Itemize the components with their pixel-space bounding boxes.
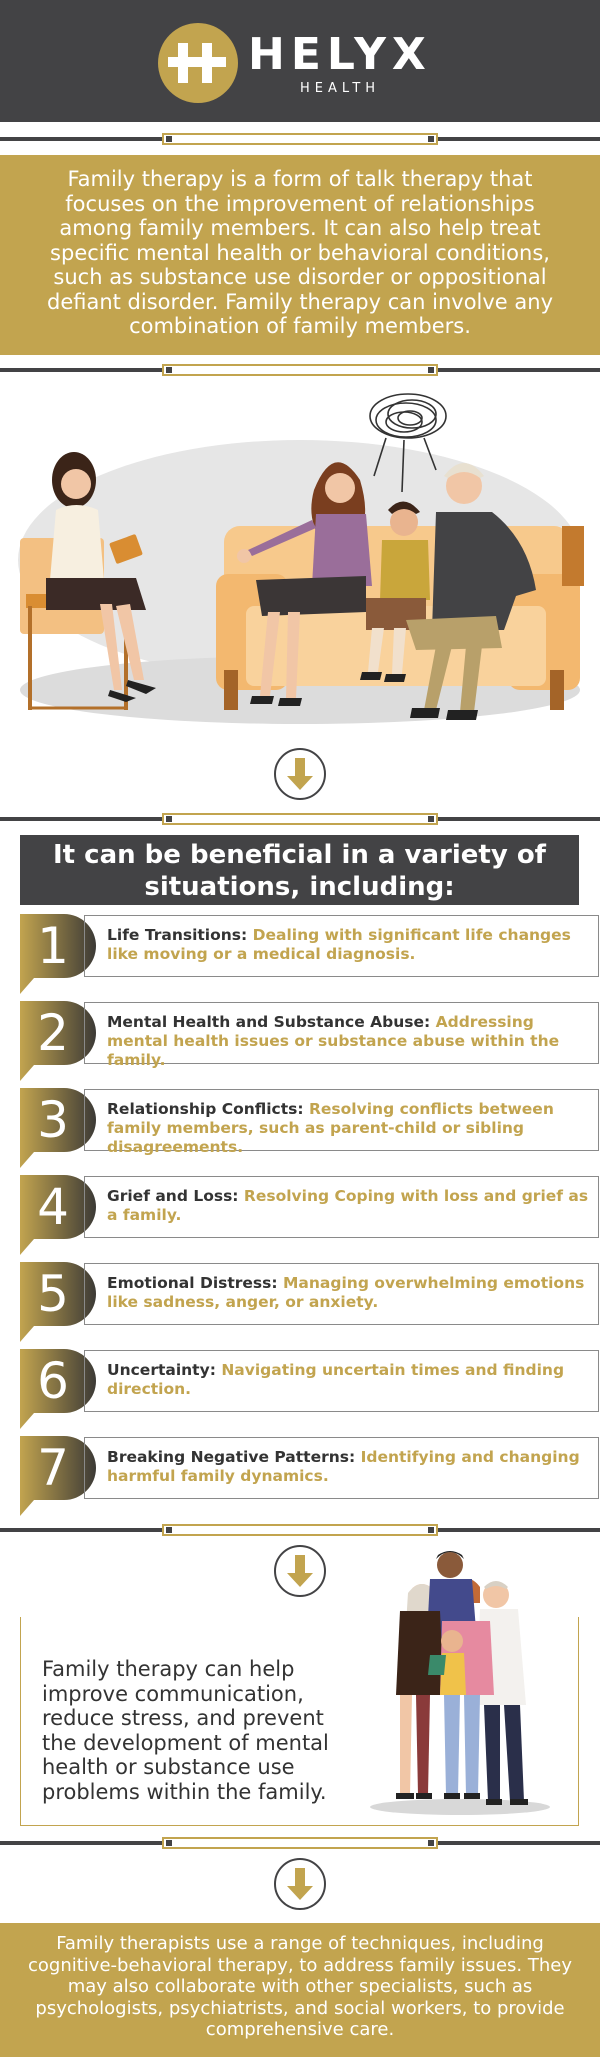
item-number: 3 xyxy=(37,1091,69,1149)
item-label: Uncertainty: xyxy=(107,1361,216,1379)
benefit-item xyxy=(20,1436,580,1516)
benefit-item xyxy=(20,1349,580,1429)
item-number: 6 xyxy=(37,1352,69,1410)
item-box xyxy=(84,1089,599,1156)
item-description: Identifying and changing harmful family dynamics. xyxy=(107,1448,580,1485)
benefit-item xyxy=(20,1175,589,1255)
divider xyxy=(0,128,600,150)
item-description: Resolving Coping with loss and grief as a family. xyxy=(107,1187,589,1224)
item-number: 7 xyxy=(37,1439,69,1497)
divider xyxy=(0,359,600,381)
intro-text: Family therapy is a form of talk therapy that focuses on the improvement of relationships among family members. It can also help treat specific mental health or behavioral conditions, such as substance use disorder or oppositional defiant disorder. Family therapy can involve any combination of family members. xyxy=(46,167,554,338)
down-arrow-icon xyxy=(274,748,326,800)
item-box xyxy=(84,1263,599,1325)
item-box xyxy=(84,1176,599,1238)
divider xyxy=(0,1519,600,1541)
down-arrow-icon xyxy=(274,1858,326,1910)
item-box xyxy=(84,915,599,977)
item-number: 4 xyxy=(37,1178,69,1236)
footer-panel xyxy=(0,1923,600,2057)
intro-panel xyxy=(0,155,600,355)
item-description: Addressing mental health issues or substance abuse within the family. xyxy=(107,1013,560,1069)
benefit-item xyxy=(20,1001,580,1081)
item-description: Managing overwhelming emotions like sadness, anger, or anxiety. xyxy=(107,1274,585,1311)
item-box xyxy=(84,1350,599,1412)
item-number: 1 xyxy=(37,917,69,975)
item-number: 2 xyxy=(37,1004,69,1062)
item-description: Dealing with significant life changes like moving or a medical diagnosis. xyxy=(107,926,571,963)
item-label: Relationship Conflicts: xyxy=(107,1100,304,1118)
item-number: 5 xyxy=(37,1265,69,1323)
item-description: Navigating uncertain times and finding direction. xyxy=(107,1361,565,1398)
item-label: Life Transitions: xyxy=(107,926,248,944)
item-label: Emotional Distress: xyxy=(107,1274,278,1292)
item-box xyxy=(84,1002,599,1069)
family-hug-illustration xyxy=(360,1545,560,1815)
divider xyxy=(0,808,600,830)
header xyxy=(0,0,600,122)
summary-text: Family therapy can help improve communication, reduce stress, and prevent the development of mental health or substance use problems within the family. xyxy=(42,1657,329,1804)
item-description: Resolving conflicts between family members, such as parent-child or sibling disagreements. xyxy=(107,1100,554,1156)
down-arrow-icon xyxy=(274,1545,326,1597)
benefit-item xyxy=(20,1088,580,1168)
logo-h-icon xyxy=(158,23,238,103)
item-label: Grief and Loss: xyxy=(107,1187,239,1205)
logo-subtext: HEALTH xyxy=(300,81,381,96)
item-label: Breaking Negative Patterns: xyxy=(107,1448,356,1466)
item-box xyxy=(84,1437,599,1499)
logo-text: HELYX xyxy=(248,29,432,80)
benefit-item xyxy=(20,914,580,994)
therapy-session-illustration xyxy=(16,380,584,740)
divider xyxy=(0,1832,600,1854)
benefits-title: It can be beneficial in a variety of situations, including: xyxy=(20,835,579,905)
helyx-logo[interactable] xyxy=(158,19,458,103)
item-label: Mental Health and Substance Abuse: xyxy=(107,1013,431,1031)
benefit-item xyxy=(20,1262,585,1342)
footer-text: Family therapists use a range of techniques, including cognitive-behavioral therapy, to address family issues. They may also collaborate with other specialists, such as psychologists, psychiatrists, and social workers, to provide comprehensive care. xyxy=(28,1933,572,2040)
